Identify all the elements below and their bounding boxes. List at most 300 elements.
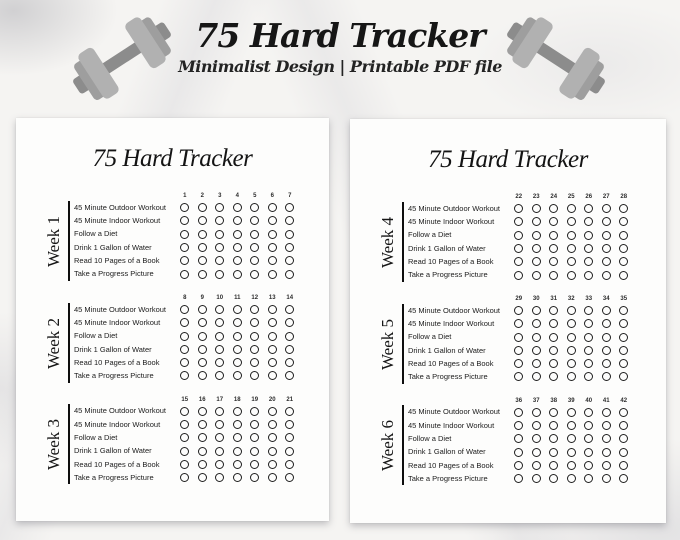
day-checkbox-circle[interactable]	[584, 244, 593, 253]
header-subtitle: Minimalist Design | Printable PDF file	[178, 57, 502, 77]
day-checkbox-circle[interactable]	[250, 345, 259, 354]
day-checkbox-circle[interactable]	[619, 346, 628, 355]
day-checkbox-circle[interactable]	[285, 460, 294, 469]
day-checkbox-circle[interactable]	[514, 244, 523, 253]
day-checkbox-circle[interactable]	[514, 346, 523, 355]
day-checkbox-circle[interactable]	[514, 333, 523, 342]
day-checkbox-circle[interactable]	[514, 421, 523, 430]
day-checkbox-circle[interactable]	[532, 257, 541, 266]
day-checkbox-circle[interactable]	[602, 359, 611, 368]
day-checkbox-circle[interactable]	[268, 345, 277, 354]
day-checkbox-circle[interactable]	[602, 461, 611, 470]
day-checkbox-circle[interactable]	[549, 244, 558, 253]
day-checkbox-circle[interactable]	[602, 306, 611, 315]
day-checkbox-circle[interactable]	[514, 408, 523, 417]
day-checkbox-circle[interactable]	[285, 473, 294, 482]
day-checkbox-circle[interactable]	[198, 358, 207, 367]
day-checkbox-circle[interactable]	[198, 371, 207, 380]
day-checkbox-circle[interactable]	[584, 319, 593, 328]
day-checkbox-circle[interactable]	[602, 244, 611, 253]
day-checkbox-circle[interactable]	[268, 270, 277, 279]
day-checkbox-circle[interactable]	[567, 204, 576, 213]
day-checkbox-circle[interactable]	[180, 270, 189, 279]
day-checkbox-circle[interactable]	[250, 407, 259, 416]
day-checkbox-circle[interactable]	[602, 346, 611, 355]
day-checkbox-circle[interactable]	[268, 460, 277, 469]
day-checkbox-circle[interactable]	[619, 359, 628, 368]
day-checkbox-circle[interactable]	[532, 448, 541, 457]
day-checkbox-circle[interactable]	[549, 319, 558, 328]
day-checkbox-circle[interactable]	[233, 407, 242, 416]
day-checkbox-circle[interactable]	[268, 420, 277, 429]
day-checkbox-circle[interactable]	[514, 257, 523, 266]
day-checkbox-circle[interactable]	[532, 474, 541, 483]
day-checkbox-circle[interactable]	[602, 231, 611, 240]
day-checkbox-circle[interactable]	[250, 332, 259, 341]
day-checkbox-circle[interactable]	[250, 460, 259, 469]
day-checkbox-circle[interactable]	[233, 345, 242, 354]
week-divider-bar	[68, 404, 71, 484]
day-checkbox-circle[interactable]	[532, 217, 541, 226]
day-checkbox-circle[interactable]	[250, 318, 259, 327]
day-checkbox-circle[interactable]	[549, 333, 558, 342]
day-checkbox-circle[interactable]	[567, 434, 576, 443]
task-row	[408, 344, 666, 357]
task-row	[408, 370, 666, 383]
day-checkbox-circle[interactable]	[233, 230, 242, 239]
day-checkbox-circle[interactable]	[549, 257, 558, 266]
day-checkbox-circle[interactable]	[198, 230, 207, 239]
task-label: Follow a Diet	[74, 331, 118, 341]
day-checkbox-circle[interactable]	[532, 306, 541, 315]
day-checkbox-circle[interactable]	[584, 204, 593, 213]
day-checkbox-circle[interactable]	[285, 243, 294, 252]
task-label: Follow a Diet	[74, 433, 118, 443]
day-checkbox-circle[interactable]	[180, 305, 189, 314]
week-section	[42, 395, 329, 485]
day-checkbox-circle[interactable]	[180, 420, 189, 429]
day-checkbox-circle[interactable]	[285, 420, 294, 429]
day-checkbox-circle[interactable]	[233, 318, 242, 327]
day-checkbox-circle[interactable]	[532, 319, 541, 328]
day-checkbox-circle[interactable]	[198, 420, 207, 429]
day-checkbox-circle[interactable]	[180, 256, 189, 265]
day-checkbox-circle[interactable]	[619, 408, 628, 417]
day-checkbox-circle[interactable]	[198, 305, 207, 314]
day-checkbox-circle[interactable]	[532, 434, 541, 443]
day-checkbox-circle[interactable]	[180, 473, 189, 482]
task-row	[408, 242, 666, 255]
day-checkbox-circle[interactable]	[180, 216, 189, 225]
day-checkbox-circle[interactable]	[584, 359, 593, 368]
day-checkbox-circle[interactable]	[250, 358, 259, 367]
day-checkbox-circle[interactable]	[198, 203, 207, 212]
day-checkbox-circle[interactable]	[549, 217, 558, 226]
day-checkbox-circle[interactable]	[584, 333, 593, 342]
task-label: Read 10 Pages of a Book	[408, 358, 494, 368]
day-checkbox-circle[interactable]	[514, 217, 523, 226]
day-checkbox-circle[interactable]	[532, 408, 541, 417]
day-checkbox-circle[interactable]	[549, 306, 558, 315]
day-checkbox-circle[interactable]	[549, 448, 558, 457]
day-checkbox-circle[interactable]	[233, 270, 242, 279]
day-checkbox-circle[interactable]	[180, 318, 189, 327]
day-checkbox-circle[interactable]	[584, 434, 593, 443]
day-number: 35	[620, 295, 628, 302]
day-checkbox-circle[interactable]	[268, 216, 277, 225]
day-checkbox-circle[interactable]	[198, 332, 207, 341]
day-checkbox-circle[interactable]	[268, 305, 277, 314]
task-row	[408, 229, 666, 242]
day-checkbox-circle[interactable]	[250, 203, 259, 212]
day-checkbox-circle[interactable]	[180, 433, 189, 442]
day-checkbox-circle[interactable]	[215, 358, 224, 367]
day-checkbox-circle[interactable]	[549, 461, 558, 470]
day-checkbox-circle[interactable]	[584, 461, 593, 470]
day-checkbox-circle[interactable]	[619, 204, 628, 213]
day-checkbox-circle[interactable]	[602, 204, 611, 213]
header-title: 75 Hard Tracker	[195, 16, 485, 55]
day-checkbox-circle[interactable]	[584, 372, 593, 381]
day-checkbox-circle[interactable]	[584, 474, 593, 483]
day-checkbox-circle[interactable]	[514, 448, 523, 457]
day-checkbox-circle[interactable]	[198, 447, 207, 456]
day-checkbox-circle[interactable]	[532, 244, 541, 253]
day-checkbox-circle[interactable]	[619, 257, 628, 266]
task-label: Take a Progress Picture	[408, 372, 488, 382]
day-checkbox-circle[interactable]	[584, 306, 593, 315]
day-checkbox-circle[interactable]	[567, 231, 576, 240]
day-checkbox-circle[interactable]	[233, 358, 242, 367]
day-checkbox-circle[interactable]	[285, 332, 294, 341]
day-checkbox-circle[interactable]	[285, 433, 294, 442]
day-checkbox-circle[interactable]	[514, 319, 523, 328]
day-checkbox-circle[interactable]	[268, 407, 277, 416]
day-checkbox-circle[interactable]	[233, 371, 242, 380]
day-checkbox-circle[interactable]	[215, 230, 224, 239]
task-row	[74, 214, 329, 227]
day-checkbox-circle[interactable]	[567, 217, 576, 226]
day-checkbox-circle[interactable]	[567, 319, 576, 328]
day-checkbox-circle[interactable]	[602, 474, 611, 483]
day-checkbox-circle[interactable]	[198, 407, 207, 416]
day-checkbox-circle[interactable]	[567, 306, 576, 315]
week-table	[408, 294, 666, 384]
day-checkbox-circle[interactable]	[250, 305, 259, 314]
day-checkbox-circle[interactable]	[602, 408, 611, 417]
day-checkbox-circle[interactable]	[180, 460, 189, 469]
day-number: 21	[286, 396, 294, 403]
day-checkbox-circle[interactable]	[549, 408, 558, 417]
day-checkbox-circle[interactable]	[250, 270, 259, 279]
day-number: 34	[602, 295, 610, 302]
day-checkbox-circle[interactable]	[215, 433, 224, 442]
day-checkbox-circle[interactable]	[619, 421, 628, 430]
week-label: Week 2	[43, 317, 63, 369]
day-checkbox-circle[interactable]	[215, 270, 224, 279]
day-checkbox-circle[interactable]	[549, 474, 558, 483]
day-checkbox-circle[interactable]	[198, 473, 207, 482]
day-checkbox-circle[interactable]	[180, 345, 189, 354]
day-checkbox-circle[interactable]	[285, 230, 294, 239]
day-checkbox-circle[interactable]	[584, 271, 593, 280]
page-title: 75 Hard Tracker	[428, 146, 588, 173]
day-checkbox-circle[interactable]	[180, 243, 189, 252]
day-checkbox-circle[interactable]	[514, 359, 523, 368]
day-checkbox-circle[interactable]	[285, 216, 294, 225]
day-checkbox-circle[interactable]	[549, 421, 558, 430]
day-checkbox-circle[interactable]	[619, 244, 628, 253]
week-table	[408, 192, 666, 282]
day-checkbox-circle[interactable]	[250, 371, 259, 380]
day-checkbox-circle[interactable]	[180, 230, 189, 239]
day-checkbox-circle[interactable]	[602, 257, 611, 266]
day-checkbox-circle[interactable]	[584, 346, 593, 355]
day-checkbox-circle[interactable]	[233, 203, 242, 212]
day-checkbox-circle[interactable]	[198, 460, 207, 469]
day-checkbox-circle[interactable]	[619, 461, 628, 470]
day-checkbox-circle[interactable]	[215, 420, 224, 429]
day-checkbox-circle[interactable]	[619, 231, 628, 240]
task-label: Drink 1 Gallon of Water	[408, 345, 486, 355]
task-row	[74, 228, 329, 241]
day-checkbox-circle[interactable]	[285, 256, 294, 265]
day-number: 5	[253, 193, 257, 199]
day-checkbox-circle[interactable]	[549, 231, 558, 240]
day-checkbox-circle[interactable]	[250, 433, 259, 442]
day-checkbox-circle[interactable]	[198, 256, 207, 265]
day-checkbox-circle[interactable]	[602, 319, 611, 328]
day-number: 28	[620, 194, 628, 200]
day-checkbox-circle[interactable]	[215, 243, 224, 252]
week-label: Week 1	[43, 215, 63, 267]
day-checkbox-circle[interactable]	[198, 270, 207, 279]
day-checkbox-circle[interactable]	[180, 447, 189, 456]
day-checkbox-circle[interactable]	[567, 408, 576, 417]
day-checkbox-circle[interactable]	[584, 421, 593, 430]
day-checkbox-circle[interactable]	[532, 204, 541, 213]
day-checkbox-circle[interactable]	[567, 372, 576, 381]
day-checkbox-circle[interactable]	[567, 359, 576, 368]
day-number: 40	[585, 397, 593, 404]
day-checkbox-circle[interactable]	[619, 474, 628, 483]
task-row	[74, 267, 329, 280]
day-checkbox-circle[interactable]	[549, 434, 558, 443]
day-checkbox-circle[interactable]	[619, 448, 628, 457]
day-checkbox-circle[interactable]	[233, 447, 242, 456]
day-checkbox-circle[interactable]	[215, 318, 224, 327]
day-checkbox-circle[interactable]	[233, 332, 242, 341]
week-label: Week 4	[377, 216, 397, 268]
day-checkbox-circle[interactable]	[619, 271, 628, 280]
day-checkbox-circle[interactable]	[532, 359, 541, 368]
day-checkbox-circle[interactable]	[268, 473, 277, 482]
day-checkbox-circle[interactable]	[619, 217, 628, 226]
day-checkbox-circle[interactable]	[268, 332, 277, 341]
task-row	[74, 405, 329, 418]
day-checkbox-circle[interactable]	[180, 371, 189, 380]
day-checkbox-circle[interactable]	[250, 256, 259, 265]
day-checkbox-circle[interactable]	[602, 333, 611, 342]
task-row	[408, 317, 666, 330]
day-checkbox-circle[interactable]	[250, 473, 259, 482]
task-label: 45 Minute Indoor Workout	[74, 317, 161, 327]
day-checkbox-circle[interactable]	[285, 305, 294, 314]
day-checkbox-circle[interactable]	[514, 474, 523, 483]
day-checkbox-circle[interactable]	[233, 473, 242, 482]
day-checkbox-circle[interactable]	[567, 333, 576, 342]
day-checkbox-circle[interactable]	[584, 408, 593, 417]
day-checkbox-circle[interactable]	[285, 358, 294, 367]
day-checkbox-circle[interactable]	[180, 407, 189, 416]
day-checkbox-circle[interactable]	[619, 333, 628, 342]
day-checkbox-circle[interactable]	[532, 271, 541, 280]
day-checkbox-circle[interactable]	[602, 434, 611, 443]
day-checkbox-circle[interactable]	[584, 217, 593, 226]
day-checkbox-circle[interactable]	[619, 306, 628, 315]
day-checkbox-circle[interactable]	[584, 257, 593, 266]
day-checkbox-circle[interactable]	[514, 372, 523, 381]
day-checkbox-circle[interactable]	[250, 420, 259, 429]
day-checkbox-circle[interactable]	[567, 244, 576, 253]
day-checkbox-circle[interactable]	[567, 448, 576, 457]
day-checkbox-circle[interactable]	[549, 372, 558, 381]
day-checkbox-circle[interactable]	[514, 306, 523, 315]
tracker-page-2	[350, 119, 666, 523]
day-checkbox-circle[interactable]	[619, 372, 628, 381]
day-checkbox-circle[interactable]	[549, 204, 558, 213]
day-checkbox-circle[interactable]	[215, 447, 224, 456]
day-checkbox-circle[interactable]	[233, 433, 242, 442]
day-checkbox-circle[interactable]	[268, 433, 277, 442]
day-checkbox-circle[interactable]	[233, 420, 242, 429]
day-checkbox-circle[interactable]	[180, 203, 189, 212]
day-checkbox-circle[interactable]	[514, 231, 523, 240]
day-checkbox-circle[interactable]	[233, 460, 242, 469]
day-checkbox-circle[interactable]	[268, 230, 277, 239]
day-checkbox-circle[interactable]	[567, 257, 576, 266]
day-number: 15	[181, 396, 189, 403]
task-label: Follow a Diet	[74, 229, 118, 239]
day-checkbox-circle[interactable]	[532, 461, 541, 470]
day-checkbox-circle[interactable]	[567, 346, 576, 355]
task-row	[74, 201, 329, 214]
day-number-row	[408, 192, 666, 202]
day-checkbox-circle[interactable]	[619, 434, 628, 443]
day-checkbox-circle[interactable]	[215, 305, 224, 314]
day-checkbox-circle[interactable]	[268, 243, 277, 252]
day-checkbox-circle[interactable]	[180, 332, 189, 341]
day-checkbox-circle[interactable]	[198, 243, 207, 252]
day-checkbox-circle[interactable]	[532, 372, 541, 381]
day-checkbox-circle[interactable]	[233, 256, 242, 265]
day-checkbox-circle[interactable]	[514, 271, 523, 280]
day-checkbox-circle[interactable]	[180, 358, 189, 367]
day-checkbox-circle[interactable]	[602, 271, 611, 280]
day-checkbox-circle[interactable]	[215, 407, 224, 416]
day-checkbox-circle[interactable]	[602, 421, 611, 430]
day-checkbox-circle[interactable]	[285, 345, 294, 354]
day-checkbox-circle[interactable]	[268, 318, 277, 327]
day-checkbox-circle[interactable]	[567, 271, 576, 280]
day-checkbox-circle[interactable]	[198, 318, 207, 327]
day-checkbox-circle[interactable]	[285, 270, 294, 279]
day-checkbox-circle[interactable]	[532, 231, 541, 240]
day-checkbox-circle[interactable]	[250, 243, 259, 252]
day-checkbox-circle[interactable]	[198, 216, 207, 225]
day-checkbox-circle[interactable]	[514, 204, 523, 213]
day-checkbox-circle[interactable]	[215, 256, 224, 265]
day-checkbox-circle[interactable]	[532, 421, 541, 430]
day-checkbox-circle[interactable]	[268, 203, 277, 212]
week-section	[376, 192, 666, 282]
day-checkbox-circle[interactable]	[285, 203, 294, 212]
day-checkbox-circle[interactable]	[268, 447, 277, 456]
day-checkbox-circle[interactable]	[514, 461, 523, 470]
day-checkbox-circle[interactable]	[215, 216, 224, 225]
day-checkbox-circle[interactable]	[250, 447, 259, 456]
day-number: 36	[515, 397, 523, 404]
day-checkbox-circle[interactable]	[215, 203, 224, 212]
day-number: 7	[288, 193, 292, 199]
day-checkbox-circle[interactable]	[268, 256, 277, 265]
day-checkbox-circle[interactable]	[215, 460, 224, 469]
day-checkbox-circle[interactable]	[268, 358, 277, 367]
day-number: 16	[198, 396, 206, 403]
day-checkbox-circle[interactable]	[602, 372, 611, 381]
day-checkbox-circle[interactable]	[602, 448, 611, 457]
day-checkbox-circle[interactable]	[285, 447, 294, 456]
task-row	[74, 418, 329, 431]
day-checkbox-circle[interactable]	[619, 319, 628, 328]
day-checkbox-circle[interactable]	[549, 359, 558, 368]
day-checkbox-circle[interactable]	[549, 346, 558, 355]
day-checkbox-circle[interactable]	[233, 305, 242, 314]
task-label: 45 Minute Outdoor Workout	[74, 406, 166, 416]
day-checkbox-circle[interactable]	[532, 333, 541, 342]
day-checkbox-circle[interactable]	[584, 231, 593, 240]
day-checkbox-circle[interactable]	[584, 448, 593, 457]
day-checkbox-circle[interactable]	[514, 434, 523, 443]
task-row	[74, 316, 329, 329]
task-label: Drink 1 Gallon of Water	[74, 446, 152, 456]
task-label: 45 Minute Indoor Workout	[408, 318, 495, 328]
day-checkbox-circle[interactable]	[285, 371, 294, 380]
day-checkbox-circle[interactable]	[532, 346, 541, 355]
task-label: Read 10 Pages of a Book	[74, 459, 160, 469]
day-checkbox-circle[interactable]	[198, 345, 207, 354]
day-checkbox-circle[interactable]	[215, 332, 224, 341]
task-row	[74, 343, 329, 356]
day-checkbox-circle[interactable]	[250, 230, 259, 239]
day-checkbox-circle[interactable]	[268, 371, 277, 380]
day-checkbox-circle[interactable]	[198, 433, 207, 442]
day-checkbox-circle[interactable]	[215, 371, 224, 380]
day-checkbox-circle[interactable]	[567, 461, 576, 470]
day-checkbox-circle[interactable]	[285, 318, 294, 327]
day-checkbox-circle[interactable]	[233, 243, 242, 252]
day-checkbox-circle[interactable]	[215, 345, 224, 354]
day-checkbox-circle[interactable]	[602, 217, 611, 226]
day-checkbox-circle[interactable]	[567, 474, 576, 483]
day-checkbox-circle[interactable]	[567, 421, 576, 430]
day-checkbox-circle[interactable]	[233, 216, 242, 225]
tracker-page-1	[16, 118, 329, 521]
day-checkbox-circle[interactable]	[215, 473, 224, 482]
day-checkbox-circle[interactable]	[549, 271, 558, 280]
day-checkbox-circle[interactable]	[285, 407, 294, 416]
day-checkbox-circle[interactable]	[250, 216, 259, 225]
